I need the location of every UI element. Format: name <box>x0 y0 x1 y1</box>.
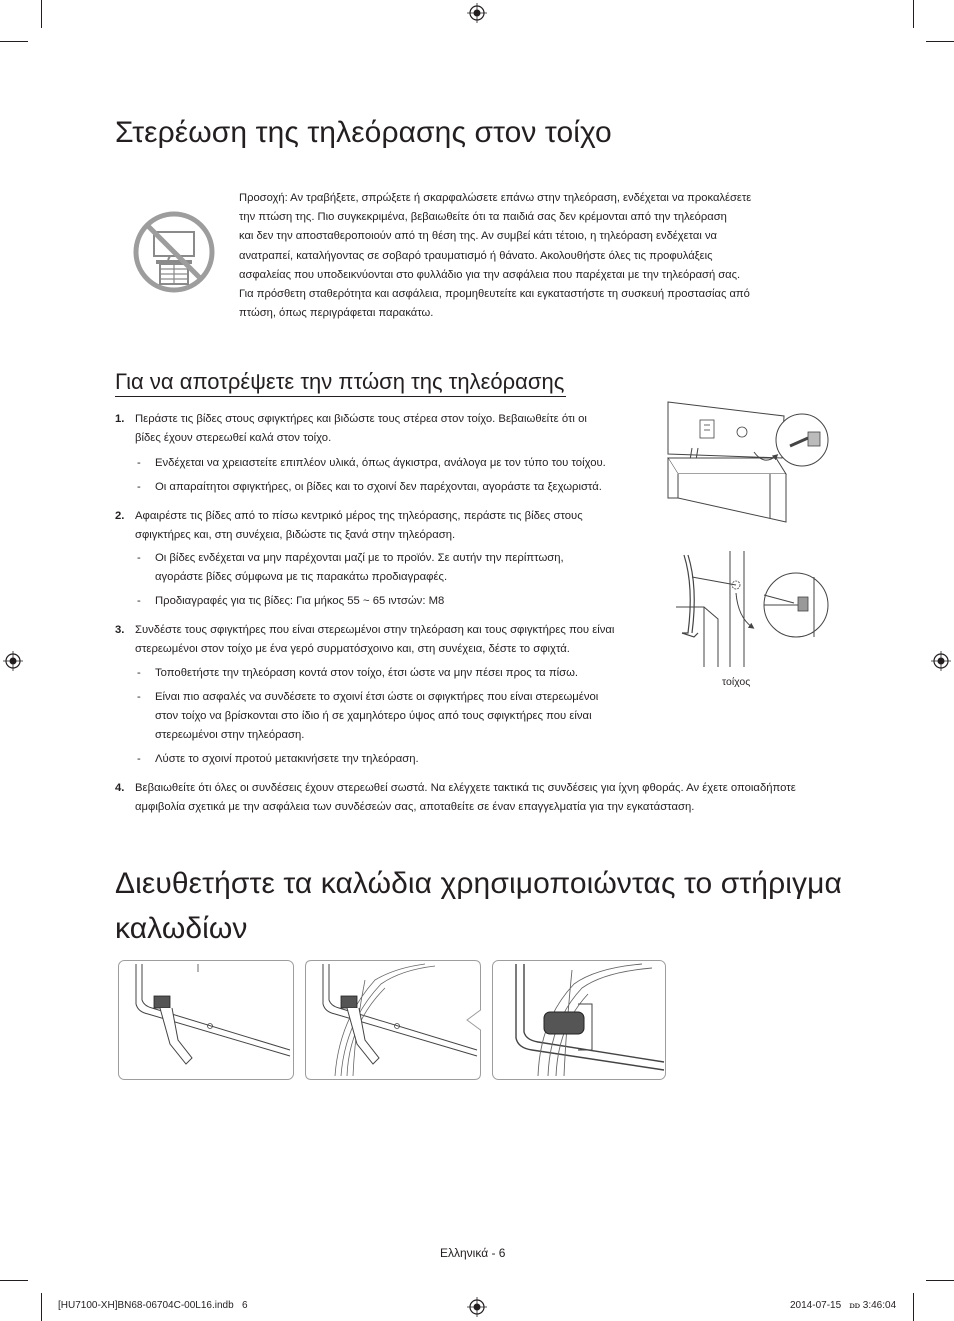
section-heading-line: καλωδίων <box>115 911 248 945</box>
step-number: 3. <box>115 624 125 636</box>
crop-mark <box>0 1280 28 1281</box>
step-text: Αφαιρέστε τις βίδες από το πίσω κεντρικό μέρος της τηλεόρασης, περάστε τις βίδες στους <box>135 510 583 522</box>
step-text: Βεβαιωθείτε ότι όλες οι συνδέσεις έχουν στερεωθεί σωστά. Να ελέγχετε τακτικά τις συνδέσεις για ίχνη φθοράς. Αν έχετε οποιαδήποτε <box>135 782 796 794</box>
section-heading-line: Διευθετήστε τα καλώδια χρησιμοποιώντας το στήριγμα <box>115 867 842 900</box>
registration-mark-icon <box>931 651 951 671</box>
note-item: - Προδιαγραφές για τις βίδες: Για μήκος 55 ~ 65 ιντσών: M8 <box>137 592 657 611</box>
note-item: - Οι απαραίτητοι σφιγκτήρες, οι βίδες και το σχοινί δεν παρέχονται, αγοράστε τα ξεχωριστά. <box>137 478 657 497</box>
wall-clamp-side-illustration <box>664 547 836 669</box>
caution-line: Για πρόσθετη σταθερότητα και ασφάλεια, προμηθευτείτε και εγκαταστήστε τη συσκευή προστασίας από <box>239 288 750 301</box>
caution-line: την πτώση της. Πιο συγκεκριμένα, βεβαιωθείτε ότι τα παιδιά σας δεν κρέμονται από την τηλεόραση <box>239 211 727 224</box>
step-3 <box>115 621 655 659</box>
step-text: Συνδέστε τους σφιγκτήρες που είναι στερεωμένοι στην τηλεόραση και τους σφιγκτήρες που είναι <box>135 624 615 636</box>
caution-line: και δεν την αποσταθεροποιούν από τη θέση της. Αν συμβεί κάτι τέτοιο, η τηλεόραση ενδέχεται να <box>239 230 718 243</box>
crop-mark <box>926 1280 954 1281</box>
step-text: σφιγκτήρες και, στη συνέχεια, βιδώστε τις ξανά στην τηλεόραση. <box>135 529 456 541</box>
crop-mark <box>913 0 914 28</box>
registration-mark-icon <box>467 1297 487 1317</box>
section-underline <box>115 396 566 397</box>
section-heading-cable-holder <box>115 865 842 947</box>
footer-timestamp: 2014-07-15 ꭰꭰ 3:46:04 <box>790 1300 897 1311</box>
section-heading-prevent-fall: Για να αποτρέψετε την πτώση της τηλεόρασης <box>115 369 565 394</box>
crop-mark <box>913 1293 914 1321</box>
crop-mark <box>41 0 42 28</box>
note-item: - Ενδέχεται να χρειαστείτε επιπλέον υλικά, όπως άγκιστρα, ανάλογα με τον τύπο του τοίχου. <box>137 454 657 473</box>
step-text: βίδες έχουν στερεωθεί καλά στον τοίχο. <box>135 432 332 444</box>
step-text: αμφιβολία σχετικά με την ασφάλεια των συνδέσεών σας, αποταθείτε σε έναν επαγγελματία για την εγκατάσταση. <box>135 801 695 813</box>
cable-holder-step-3 <box>492 960 666 1080</box>
footer-filename: [HU7100-XH]BN68-06704C-00L16.indb 6 <box>58 1300 248 1311</box>
wall-label: τοίχος <box>722 676 751 688</box>
note-text: Προδιαγραφές για τις βίδες: Για μήκος 55 ~ 65 ιντσών: M8 <box>155 595 445 607</box>
page-number: Ελληνικά - 6 <box>440 1246 506 1260</box>
step-2 <box>115 507 645 545</box>
caution-line: ασφαλείας που υποδεικνύονται στο φυλλάδιο για την ασφάλεια που παρέχεται με την τηλεόρασή σας. <box>239 268 741 281</box>
step-4 <box>115 779 855 817</box>
note-text: στερεωμένοι στην τηλεόραση. <box>155 729 305 741</box>
cable-holder-step-1 <box>118 960 294 1080</box>
note-text: Οι βίδες ενδέχεται να μην παρέχονται μαζί με το προϊόν. Σε αυτήν την περίπτωση, <box>155 552 564 564</box>
note-text: Είναι πιο ασφαλές να συνδέσετε το σχοινί έτσι ώστε οι σφιγκτήρες που είναι στερεωμένοι <box>155 691 599 703</box>
no-climbing-warning-icon <box>132 210 216 294</box>
crop-mark <box>41 1293 42 1321</box>
note-text: Λύστε το σχοινί προτού μετακινήσετε την τηλεόραση. <box>155 753 419 765</box>
step-text: στερεωμένοι στον τοίχο με ένα γερό συρματόσχοινο και, στη συνέχεια, δέστε το σφιχτά. <box>135 643 570 655</box>
step-number: 1. <box>115 413 125 425</box>
note-text: Τοποθετήστε την τηλεόραση κοντά στον τοίχο, έτσι ώστε να μην πέσει προς τα πίσω. <box>155 667 579 679</box>
crop-mark <box>926 41 954 42</box>
page-title: Στερέωση της τηλεόρασης στον τοίχο <box>115 116 612 149</box>
note-text: Ενδέχεται να χρειαστείτε επιπλέον υλικά, όπως άγκιστρα, ανάλογα με τον τύπο του τοίχου. <box>155 457 606 469</box>
step-1 <box>115 410 645 448</box>
caution-line: Προσοχή: Αν τραβήξετε, σπρώξετε ή σκαρφαλώσετε επάνω στην τηλεόραση, ενδέχεται να προκαλέσετε <box>239 192 752 204</box>
registration-mark-icon <box>3 651 23 671</box>
note-item: - Τοποθετήστε την τηλεόραση κοντά στον τοίχο, έτσι ώστε να μην πέσει προς τα πίσω. <box>137 664 657 683</box>
crop-mark <box>0 41 28 42</box>
note-item: - Οι βίδες ενδέχεται να μην παρέχονται μαζί με το προϊόν. Σε αυτήν την περίπτωση, αγοράστε βίδες σύμφωνα με τις παρακάτω προδιαγραφές. <box>137 549 657 587</box>
registration-mark-icon <box>467 3 487 23</box>
step-number: 4. <box>115 782 125 794</box>
caution-line: ανατραπεί, καταλήγοντας σε σοβαρό τραυματισμό ή θάνατο. Ακολουθήστε όλες τις προφυλάξεις <box>239 249 713 262</box>
caution-text <box>239 189 839 323</box>
note-text: Οι απαραίτητοι σφιγκτήρες, οι βίδες και το σχοινί δεν παρέχονται, αγοράστε τα ξεχωριστά. <box>155 481 602 493</box>
step-number: 2. <box>115 510 125 522</box>
step-text: Περάστε τις βίδες στους σφιγκτήρες και βιδώστε τους στέρεα στον τοίχο. Βεβαιωθείτε ότι οι <box>135 413 587 425</box>
note-item: - Λύστε το σχοινί προτού μετακινήσετε την τηλεόραση. <box>137 750 657 769</box>
note-text: στον τοίχο να βρίσκονται στο ίδιο ή σε χαμηλότερο ύψος από τους σφιγκτήρες που είναι <box>155 710 592 722</box>
note-text: αγοράστε βίδες σύμφωνα με τις παρακάτω προδιαγραφές. <box>155 571 448 583</box>
note-item: - Είναι πιο ασφαλές να συνδέσετε το σχοινί έτσι ώστε οι σφιγκτήρες που είναι στερεωμένοι στον τοίχο να βρίσκονται στο ίδιο ή σε χαμηλότερο ύψος από τους σφιγκτήρες που είναι στερεωμένοι στην τηλεόραση. <box>137 688 657 745</box>
cable-holder-step-2 <box>305 960 481 1080</box>
caution-line: πτώση, όπως περιγράφεται παρακάτω. <box>239 307 434 320</box>
tv-wall-strap-illustration <box>664 398 836 526</box>
